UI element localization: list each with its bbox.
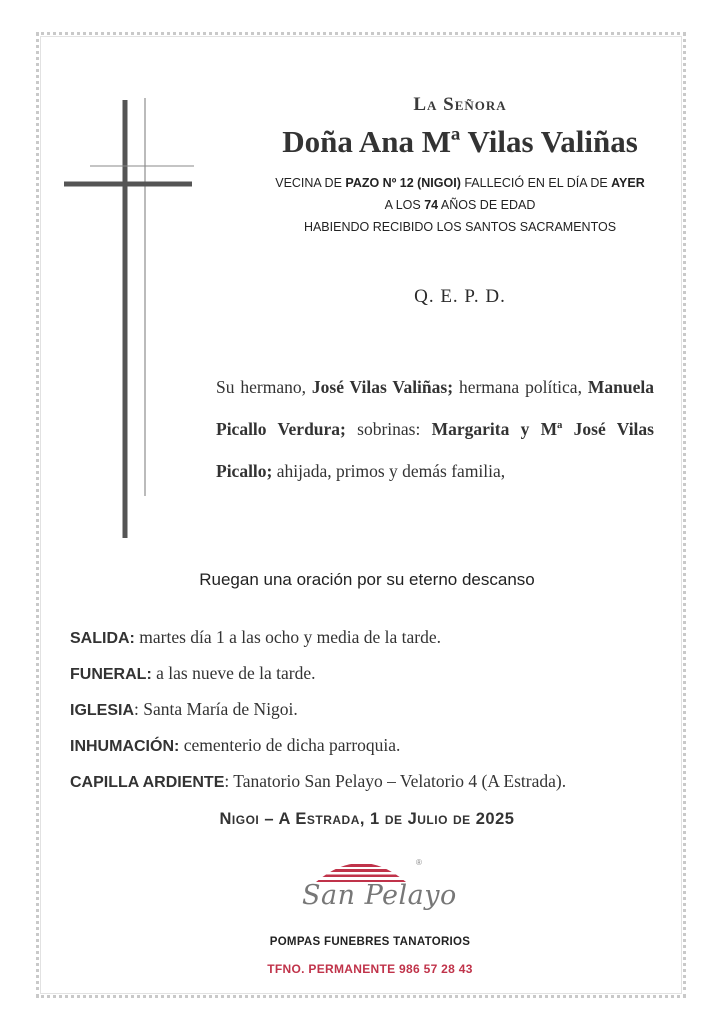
detail-capilla: CAPILLA ARDIENTE: Tanatorio San Pelayo – Velatorio 4 (A Estrada). <box>70 771 567 791</box>
family-paragraph: Su hermano, José Vilas Valiñas; hermana política, Manuela Picallo Verdura; sobrinas: Margarita y Mª José Vilas Picallo; ahijada, primos y demás familia, <box>216 377 654 481</box>
cross-icon <box>60 96 200 542</box>
phone-line: TFNO. PERMANENTE 986 57 28 43 <box>267 962 473 976</box>
qepd: Q. E. P. D. <box>414 286 506 307</box>
title-la-senora: La Señora <box>413 94 507 115</box>
logo-text: San Pelayo <box>302 880 457 911</box>
detail-salida: SALIDA: martes día 1 a las ocho y media de la tarde. <box>70 627 442 647</box>
info-line-3: HABIENDO RECIBIDO LOS SANTOS SACRAMENTOS <box>303 220 617 234</box>
detail-inhumacion: INHUMACIÓN: cementerio de dicha parroquia. <box>70 735 401 755</box>
info-line-2: A LOS 74 AÑOS DE EDAD <box>384 198 536 212</box>
place-date: Nigoi – A Estrada, 1 de Julio de 2025 <box>219 810 515 828</box>
info-line-1: VECINA DE PAZO Nº 12 (NIGOI) FALLECIÓ EN EL DÍA DE AYER <box>275 176 645 190</box>
detail-funeral: FUNERAL: a las nueve de la tarde. <box>70 663 316 683</box>
company-line: POMPAS FUNEBRES TANATORIOS <box>269 936 471 948</box>
deceased-name: Doña Ana Mª Vilas Valiñas <box>282 124 638 159</box>
prayer-line: Ruegan una oración por su eterno descanso <box>199 570 535 589</box>
registered-mark: ® <box>416 858 422 867</box>
service-details <box>70 620 690 800</box>
detail-iglesia: IGLESIA: Santa María de Nigoi. <box>70 699 298 719</box>
